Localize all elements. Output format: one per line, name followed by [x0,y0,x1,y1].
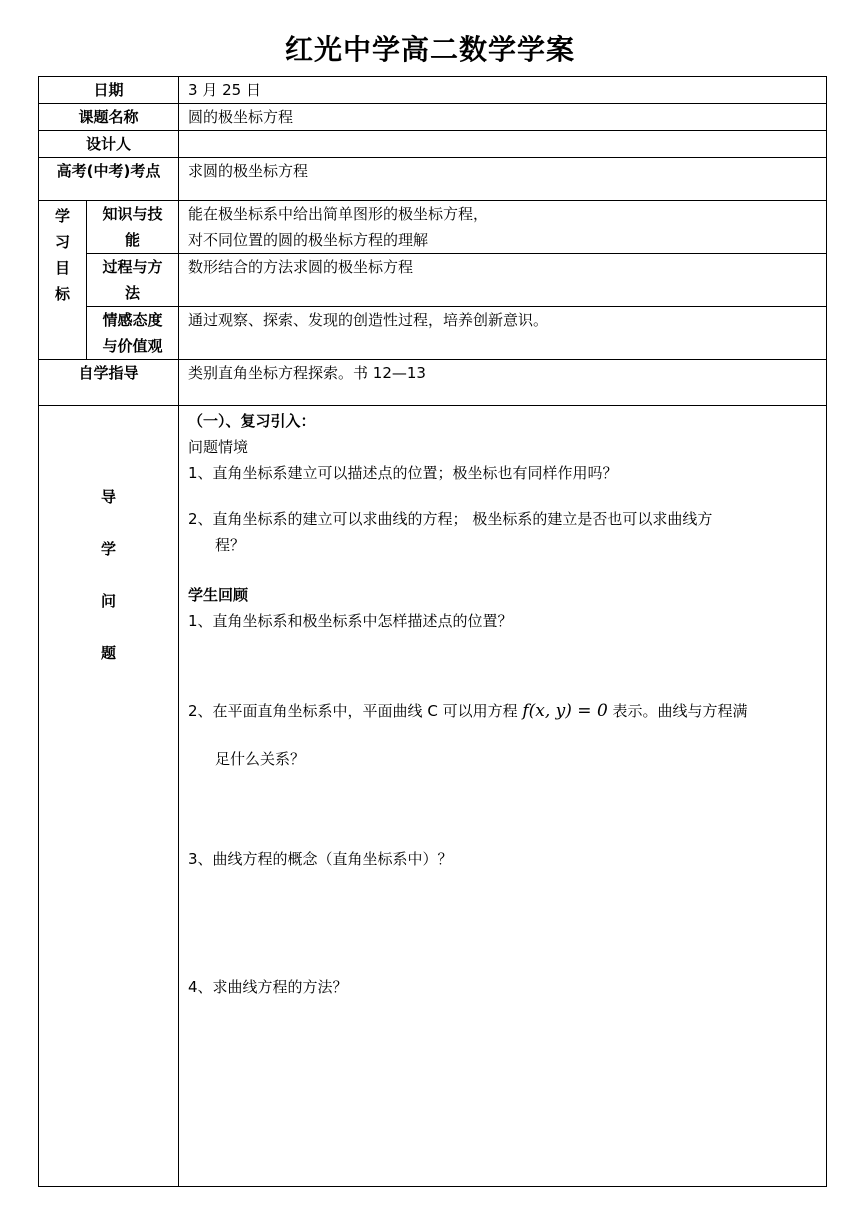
topic-value: 圆的极坐标方程 [179,104,827,131]
objective-row-knowledge [39,201,827,254]
review-2: 2、在平面直角坐标系中，平面曲线 C 可以用方程 f(x, y) = 0 表示。曲线与方程满 足什么关系？ [188,701,748,768]
guide-row [39,406,827,1187]
objective-label-process: 过程与方 法 [87,254,179,307]
topic-label: 课题名称 [39,104,179,131]
scenario-title: 问题情境 [188,438,249,456]
review-4: 4、求曲线方程的方法？ [188,978,348,996]
review-1: 1、直角坐标系和极坐标系中怎样描述点的位置？ [188,612,513,630]
self-study-value: 类别直角坐标方程探索。书 12—13 [179,360,827,406]
question-1: 1、直角坐标系建立可以描述点的位置；极坐标也有同样作用吗？ [188,464,618,482]
objective-label-emotion: 情感态度 与价值观 [87,307,179,360]
objective-text-knowledge: 能在极坐标系中给出简单图形的极坐标方程， 对不同位置的圆的极坐标方程的理解 [179,201,827,254]
designer-label: 设计人 [39,131,179,158]
objective-row-emotion [39,307,827,360]
self-study-row [39,360,827,406]
exam-value: 求圆的极坐标方程 [179,158,827,201]
designer-value [179,131,827,158]
date-label: 日期 [39,77,179,104]
objective-text-process: 数形结合的方法求圆的极坐标方程 [179,254,827,307]
date-row [39,77,827,104]
objective-row-process [39,254,827,307]
self-study-label: 自学指导 [39,360,179,406]
review-3: 3、曲线方程的概念（直角坐标系中）？ [188,850,453,868]
question-2: 2、直角坐标系的建立可以求曲线的方程； 极坐标系的建立是否也可以求曲线方 程？ [188,510,713,554]
review-title: 学生回顾 [188,586,249,604]
exam-row [39,158,827,201]
objectives-group-label: 学 习 目 标 [39,201,87,360]
equation: f(x, y) = 0 [522,701,608,721]
guide-content [179,406,827,1187]
exam-label: 高考(中考)考点 [39,158,179,201]
lesson-plan-table [38,76,827,1187]
designer-row [39,131,827,158]
topic-row [39,104,827,131]
section-heading: （一）、复习引入： [188,412,316,430]
objective-label-knowledge: 知识与技 能 [87,201,179,254]
objective-text-emotion: 通过观察、探索、发现的创造性过程，培养创新意识。 [179,307,827,360]
page-title: 红光中学高二数学学案 [284,33,575,66]
guide-label: 导 学 问 题 [39,406,179,1187]
date-value: 3 月 25 日 [179,77,827,104]
